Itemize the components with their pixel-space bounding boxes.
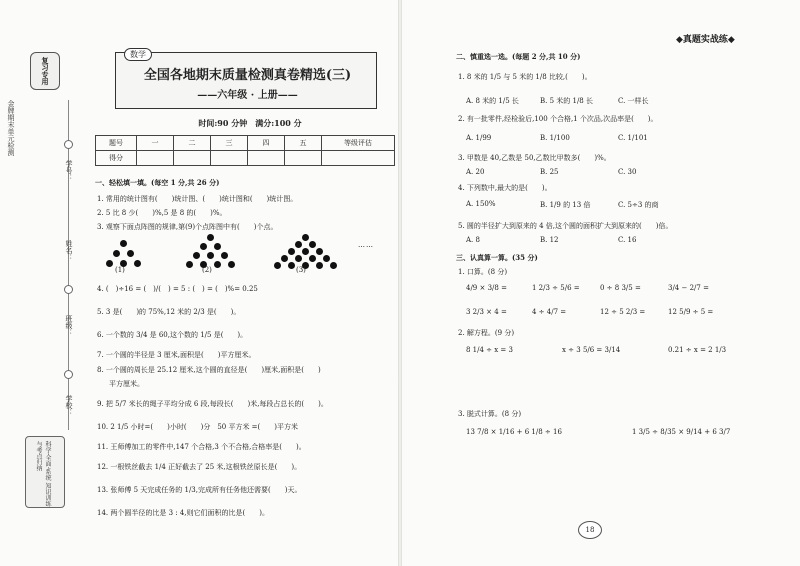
dot [127, 250, 134, 257]
question-8: 8. 一个圆的周长是 25.12 厘米,这个圆的直径是( )厘米,面积是( ) [97, 366, 321, 374]
dot [281, 255, 288, 262]
oral-calc-item: 4/9 × 3/8 = [466, 284, 507, 292]
score-cell[interactable] [174, 151, 211, 166]
binding-hole [64, 285, 73, 294]
dot [207, 234, 214, 241]
section-fill-in: 一、轻松填一填。(每空 1 分,共 26 分) [95, 178, 220, 187]
oral-calc-item: 3 2/3 × 4 = [466, 308, 507, 316]
question-14: 14. 两个圆半径的比是 3 : 4,则它们面积的比是( )。 [97, 509, 269, 517]
equation-item: 0.21 ÷ x = 2 1/3 [668, 346, 727, 354]
binding-line [68, 100, 69, 430]
choice-option: C. 30 [618, 168, 637, 176]
stepwise-calc-item: 13 7/8 × 1/16 + 6 1/8 ÷ 16 [466, 428, 562, 436]
dot [295, 255, 302, 262]
choice-option: B. 25 [540, 168, 559, 176]
stepwise-calc-item: 1 3/5 ÷ 8/35 × 9/14 + 6 3/7 [632, 428, 731, 436]
review-badge: 复习专用 [30, 52, 60, 90]
score-row-label: 得分 [96, 151, 137, 166]
dot [186, 261, 193, 268]
score-cell[interactable] [137, 151, 174, 166]
score-header-cell: 一 [137, 136, 174, 151]
choice-option: A. 8 米的 1/5 长 [466, 97, 519, 105]
choice-option: C. 1/101 [618, 134, 648, 142]
choice-option: C. 5÷3 的商 [618, 201, 659, 209]
sidebar-series-text: 金牌期末单元检测 [7, 100, 15, 156]
oral-calc-heading: 1. 口算。(8 分) [458, 268, 508, 276]
question-11: 11. 王师傅加工的零件中,147 个合格,3 个不合格,合格率是( )。 [97, 443, 306, 451]
question-6: 6. 一个数的 3/4 是 60,这个数的 1/5 是( )。 [97, 331, 248, 339]
dot [214, 243, 221, 250]
dot [120, 240, 127, 247]
dot [106, 260, 113, 267]
binding-hole [64, 370, 73, 379]
subject-badge: 数学 [124, 48, 152, 61]
dot [309, 241, 316, 248]
section-multiple-choice: 二、慎重选一选。(每题 2 分,共 10 分) [456, 52, 581, 61]
score-header-cell: 等级评估 [322, 136, 395, 151]
name-field: 姓名： [65, 240, 73, 261]
score-header-cell: 四 [248, 136, 285, 151]
oral-calc-item: 12 ÷ 5 2/3 = [600, 308, 646, 316]
choice-question-1: 1. 8 米的 1/5 与 5 米的 1/8 比较,( )。 [458, 73, 592, 81]
ellipsis-mark: …… [358, 241, 374, 249]
stamp-text: 科学·全面·系统 知识训练与考点归纳 [35, 441, 51, 507]
dot [207, 252, 214, 259]
equation-item: x ÷ 3 5/6 = 3/14 [562, 346, 621, 354]
oral-calc-item: 12 5/9 ÷ 5 = [668, 308, 714, 316]
figure-label-1: (1) [115, 266, 125, 274]
dot [316, 262, 323, 269]
grade-label: ——六年级 · 上册—— [197, 90, 298, 101]
question-8-continued: 平方厘米。 [109, 380, 144, 388]
equation-item: 8 1/4 ÷ x = 3 [466, 346, 513, 354]
dot [288, 248, 295, 255]
sidebar-stamp [25, 436, 65, 508]
question-5: 5. 3 是( )的 75%,12 米的 2/3 是( )。 [97, 308, 241, 316]
question-10: 10. 2 1/5 小时=( )小时( )分 50 平方米 =( )平方米 [97, 423, 298, 431]
dot [295, 241, 302, 248]
dot [309, 255, 316, 262]
dot [193, 252, 200, 259]
right-page [400, 0, 800, 566]
choice-option: A. 1/99 [466, 134, 492, 142]
dot [330, 262, 337, 269]
binding-hole [64, 140, 73, 149]
oral-calc-item: 1 2/3 ÷ 5/6 = [532, 284, 580, 292]
exam-info: 时间:90 分钟 满分:100 分 [198, 118, 302, 128]
section-calculation: 三、认真算一算。(35 分) [456, 253, 538, 262]
dot [221, 252, 228, 259]
dot [134, 260, 141, 267]
choice-option: A. 20 [466, 168, 485, 176]
dot [316, 248, 323, 255]
score-cell[interactable] [322, 151, 395, 166]
score-table-row [96, 151, 395, 166]
student-number-field: 学号： [65, 160, 73, 181]
dot [274, 262, 281, 269]
question-1: 1. 常用的统计图有( )统计图、( )统计图和( )统计图。 [97, 195, 298, 203]
choice-option: B. 1/100 [540, 134, 570, 142]
score-header-cell: 题号 [96, 136, 137, 151]
oral-calc-item: 3/4 − 2/7 = [668, 284, 709, 292]
oral-calc-item: 4 ÷ 4/7 = [532, 308, 567, 316]
choice-question-3: 3. 甲数是 40,乙数是 50,乙数比甲数多( )%。 [458, 154, 611, 162]
score-cell[interactable] [285, 151, 322, 166]
class-field: 班级： [65, 315, 73, 336]
choice-option: C. 一样长 [618, 97, 649, 105]
figure-label-3: (3) [296, 266, 306, 274]
book-spine [398, 0, 402, 566]
figure-label-2: (2) [202, 266, 212, 274]
equation-heading: 2. 解方程。(9 分) [458, 329, 515, 337]
choice-question-2: 2. 有一批零件,经检验后,100 个合格,1 个次品,次品率是( )。 [458, 115, 658, 123]
school-field: 学校： [65, 395, 73, 416]
question-3: 3. 观察下面点阵图的规律,第(9)个点阵图中有( )个点。 [97, 223, 278, 231]
question-12: 12. 一根铁丝截去 1/4 正好截去了 25 米,这根铁丝原长是( )。 [97, 463, 302, 471]
score-table [95, 135, 395, 166]
dot [288, 262, 295, 269]
page-number: 18 [578, 521, 602, 539]
practice-banner: ◆真题实战练◆ [676, 35, 735, 45]
score-header-cell: 三 [211, 136, 248, 151]
question-7: 7. 一个圆的半径是 3 厘米,面积是( )平方厘米。 [97, 351, 256, 359]
question-13: 13. 张师傅 5 天完成任务的 1/3,完成所有任务他还需要( )天。 [97, 486, 302, 494]
score-header-cell: 二 [174, 136, 211, 151]
choice-option: C. 16 [618, 236, 637, 244]
oral-calc-item: 0 ÷ 8 3/5 = [600, 284, 641, 292]
choice-option: A. 150% [466, 200, 496, 208]
question-9: 9. 把 5/7 米长的绳子平均分成 6 段,每段长( )米,每段占总长的( )。 [97, 400, 328, 408]
score-header-cell: 五 [285, 136, 322, 151]
choice-option: A. 8 [466, 236, 480, 244]
dot [200, 243, 207, 250]
dot [323, 255, 330, 262]
choice-question-5: 5. 圆的半径扩大到原来的 4 倍,这个圆的面积扩大到原来的( )倍。 [458, 222, 673, 230]
score-cell[interactable] [248, 151, 285, 166]
question-4: 4. ( )÷16 = ( )/( ) = 5 : ( ) = ( )%= 0.25 [97, 285, 258, 293]
stepwise-calc-heading: 3. 脱式计算。(8 分) [458, 410, 522, 418]
choice-option: B. 12 [540, 236, 559, 244]
dot [214, 261, 221, 268]
score-table-header [96, 136, 395, 151]
page-title: 全国各地期末质量检测真卷精选(三) [143, 68, 352, 83]
dot [302, 248, 309, 255]
dot [113, 250, 120, 257]
choice-question-4: 4. 下列数中,最大的是( )。 [458, 184, 552, 192]
dot [302, 234, 309, 241]
dot [228, 261, 235, 268]
question-2: 2. 5 比 8 少( )%,5 是 8 的( )%。 [97, 209, 227, 217]
choice-option: B. 1/9 的 13 倍 [540, 201, 591, 209]
score-cell[interactable] [211, 151, 248, 166]
choice-option: B. 5 米的 1/8 长 [540, 97, 593, 105]
